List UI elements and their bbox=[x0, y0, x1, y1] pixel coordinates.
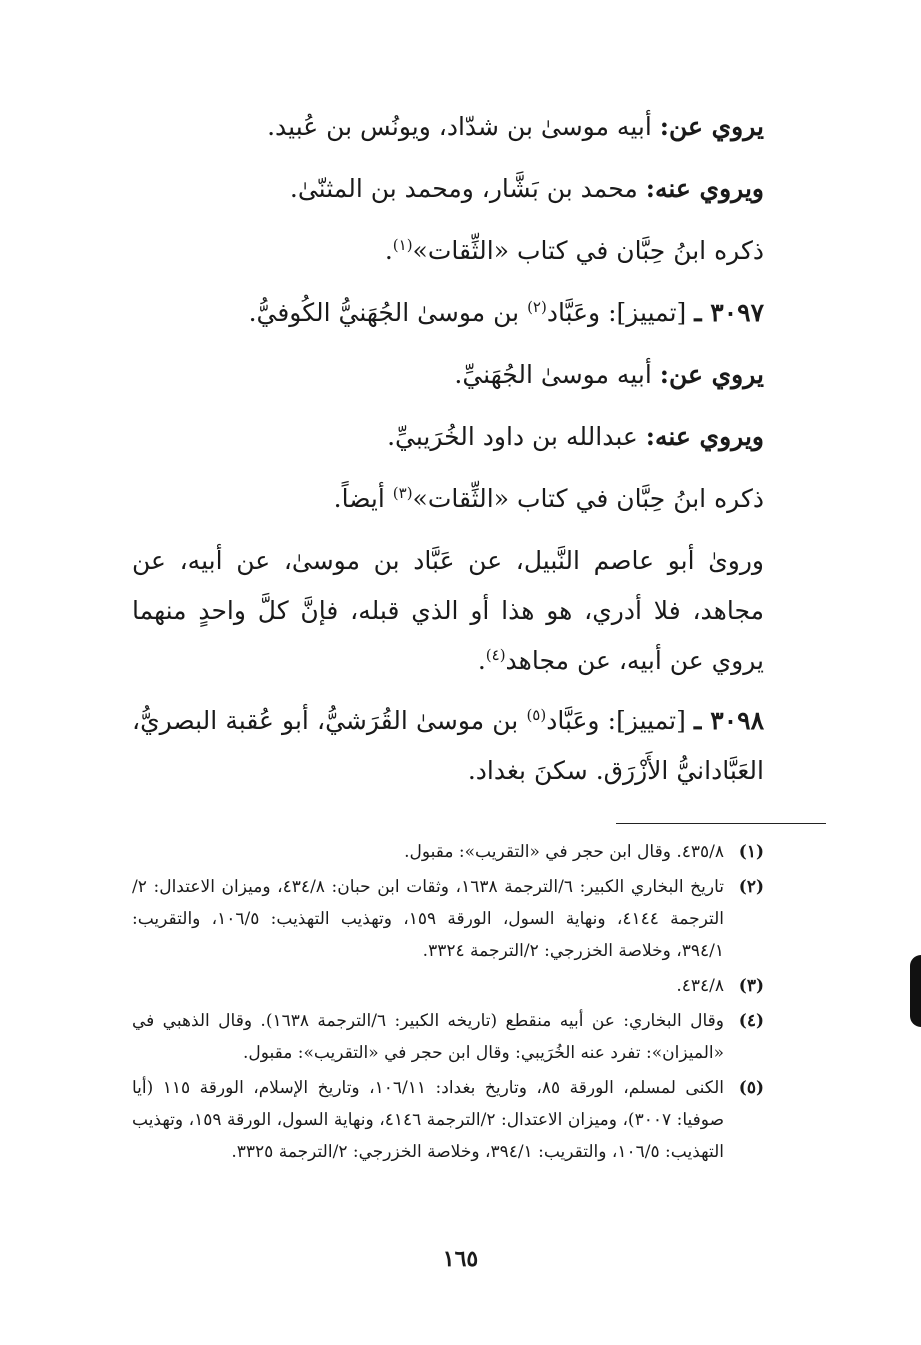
line-text: [تمييز]: وعَبَّاد bbox=[546, 298, 695, 327]
line-label: ويروي عنه: bbox=[645, 174, 764, 203]
main-text bbox=[132, 96, 764, 796]
line-end: . bbox=[384, 236, 393, 265]
line-label: ويروي عنه: bbox=[645, 422, 764, 451]
entry-text: [تمييز]: وعَبَّاد bbox=[546, 706, 695, 735]
line-text: ذكره ابنُ حِبَّان في كتاب «الثِّقات» bbox=[412, 484, 764, 513]
narrates-from-line bbox=[132, 96, 764, 158]
footnote-text: الكنى لمسلم، الورقة ٨٥، وتاريخ بغداد: ١٠٦/١١، وتاريخ الإسلام، الورقة ١١٥ (أيا صوفيا: ٣٠٠٧)، وميزان الاعتدال: ٢/الترجمة ٤١٤٦، ونهاية السول، الورقة ١٥٩، وتهذيب التهذيب: ١٠٦/٥، والتقريب: ٣٩٤/١، وخلاصة الخزرجي: ٢/الترجمة ٣٣٢٥. bbox=[132, 1078, 725, 1162]
line-end: بن موسىٰ الجُهَنيُّ الكُوفيُّ. bbox=[248, 298, 528, 327]
mention-line bbox=[132, 468, 764, 530]
footnote-number: (١) bbox=[738, 842, 764, 862]
narrated-by-line bbox=[132, 406, 764, 468]
footnotes bbox=[132, 836, 764, 1171]
footnote-2 bbox=[132, 871, 764, 967]
entry-number: ٣٠٩٧ ـ bbox=[694, 298, 764, 327]
line-text: ذكره ابنُ حِبَّان في كتاب «الثِّقات» bbox=[412, 236, 764, 265]
paragraph-text: وروىٰ أبو عاصم النَّبيل، عن عَبَّاد بن موسىٰ، عن أبيه، عن مجاهد، فلا أدري، هو هذا أو الذي قبله، فإنَّ كلَّ واحدٍ منهما يروي عن أبيه، عن مجاهد bbox=[132, 546, 764, 675]
footnote-ref[interactable]: (٤) bbox=[485, 646, 506, 664]
footnote-divider bbox=[616, 823, 826, 824]
paragraph-end: . bbox=[477, 646, 486, 675]
footnote-text: تاريخ البخاري الكبير: ٦/الترجمة ١٦٣٨، وثقات ابن حبان: ٤٣٤/٨، وميزان الاعتدال: ٢/الترجمة ٤١٤٤، ونهاية السول، الورقة ١٥٩، وتهذيب التهذيب: ١٠٦/٥، والتقريب: ٣٩٤/١، وخلاصة الخزرجي: ٢/الترجمة ٣٣٢٤. bbox=[132, 877, 724, 961]
footnote-ref[interactable]: (١) bbox=[392, 236, 413, 254]
footnote-number: (٥) bbox=[738, 1078, 764, 1098]
mention-line bbox=[132, 220, 764, 282]
footnote-number: (٣) bbox=[738, 976, 764, 996]
narration-paragraph bbox=[132, 536, 764, 686]
narrated-by-line bbox=[132, 158, 764, 220]
narrates-from-line bbox=[132, 344, 764, 406]
footnote-1 bbox=[132, 836, 764, 868]
line-text: أبيه موسىٰ الجُهَنيِّ. bbox=[454, 360, 660, 389]
entry-text-rest: بن موسىٰ القُرَشيُّ، أبو عُقبة البصريُّ، العَبَّادانيُّ الأَزْرَق. سكنَ بغداد. bbox=[132, 706, 764, 785]
footnote-3 bbox=[132, 970, 764, 1002]
footnote-number: (٤) bbox=[738, 1011, 764, 1031]
line-text: أبيه موسىٰ بن شدّاد، ويونُس بن عُبيد. bbox=[267, 112, 660, 141]
footnote-ref[interactable]: (٣) bbox=[392, 484, 413, 502]
line-end: أيضاً. bbox=[333, 484, 393, 513]
line-label: يروي عن: bbox=[659, 360, 764, 389]
footnote-4 bbox=[132, 1005, 764, 1069]
line-text: محمد بن بَشَّار، ومحمد بن المثنّىٰ. bbox=[289, 174, 646, 203]
footnote-ref[interactable]: (٥) bbox=[526, 706, 547, 724]
line-label: يروي عن: bbox=[659, 112, 764, 141]
entry-3097-heading bbox=[132, 282, 764, 344]
page-edge-mark bbox=[910, 955, 921, 1027]
footnote-text: ٤٣٤/٨. bbox=[676, 976, 724, 996]
entry-3098-heading bbox=[132, 696, 764, 796]
footnote-5 bbox=[132, 1072, 764, 1168]
footnote-text: وقال البخاري: عن أبيه منقطع (تاريخه الكبير: ٦/الترجمة ١٦٣٨). وقال الذهبي في «الميزان»: تفرد عنه الخُرَيبي: وقال ابن حجر في «التقريب»: مقبول. bbox=[132, 1011, 724, 1063]
footnote-text: ٤٣٥/٨. وقال ابن حجر في «التقريب»: مقبول. bbox=[404, 842, 724, 862]
footnote-ref[interactable]: (٢) bbox=[527, 298, 547, 316]
page-number: ١٦٥ bbox=[442, 1246, 479, 1272]
footnote-number: (٢) bbox=[738, 877, 764, 897]
line-text: عبدالله بن داود الخُرَيبيِّ. bbox=[387, 422, 646, 451]
entry-number: ٣٠٩٨ ـ bbox=[694, 706, 765, 735]
